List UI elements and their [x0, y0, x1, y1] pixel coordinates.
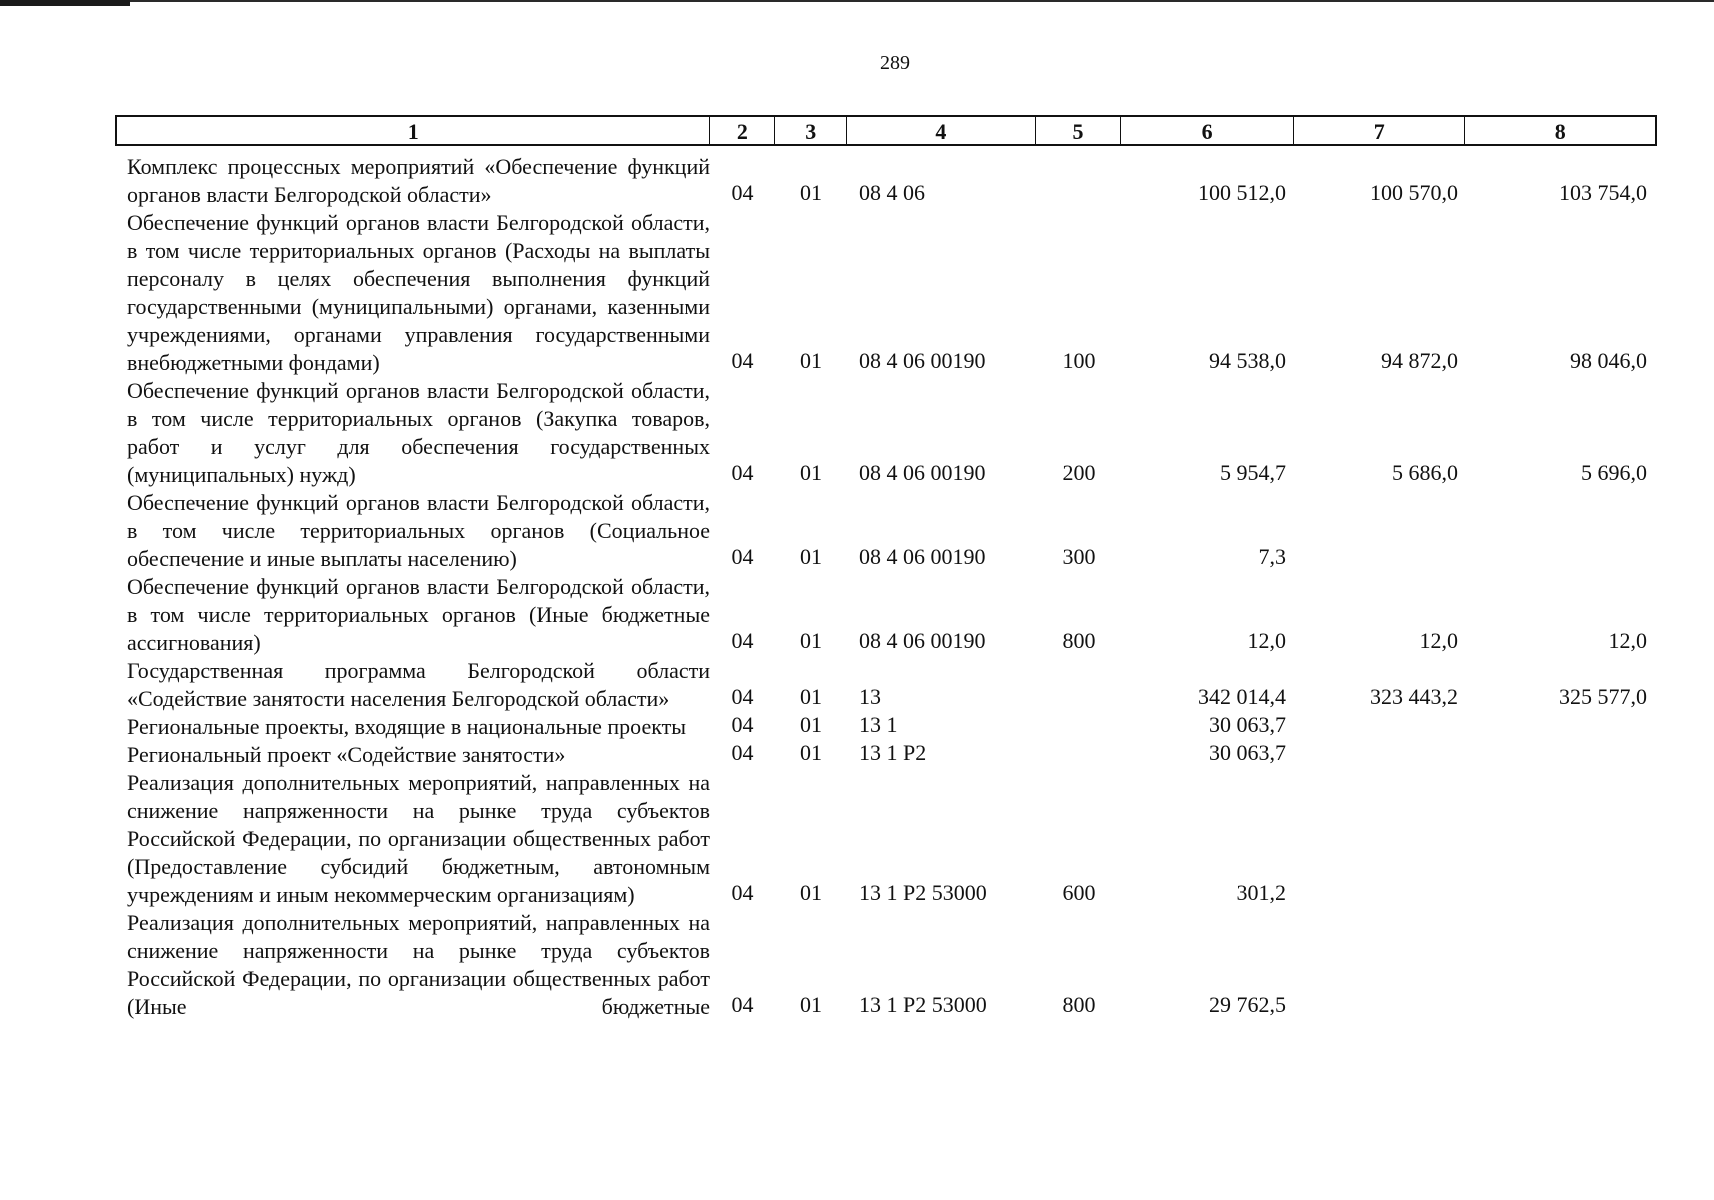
row-col-2: 04	[731, 684, 754, 709]
table-row	[115, 657, 1657, 713]
row-col-6: 100 512,0	[1198, 180, 1286, 205]
row-col-2: 04	[731, 712, 754, 737]
row-col-4: 08 4 06 00190	[859, 628, 986, 653]
page-number: 289	[880, 52, 910, 74]
row-col-5: 600	[1062, 880, 1096, 905]
header-col-1: 1	[117, 117, 710, 144]
row-col-3: 01	[800, 460, 822, 485]
row-col-8: 12,0	[1608, 628, 1647, 653]
row-col-7: 94 872,0	[1381, 348, 1458, 373]
row-name: Государственная программа Белгородской области «Содействие занятости населения Белгородской области»	[127, 658, 710, 711]
row-name: Обеспечение функций органов власти Белгородской области, в том числе территориальных органов (Иные бюджетные ассигнования)	[127, 574, 710, 655]
row-name: Региональные проекты, входящие в национальные проекты	[127, 714, 687, 739]
header-col-7: 7	[1294, 117, 1466, 144]
row-col-6: 30 063,7	[1209, 740, 1286, 765]
table-row	[115, 573, 1657, 657]
row-col-5: 200	[1062, 460, 1096, 485]
row-col-8: 98 046,0	[1570, 348, 1647, 373]
row-col-7: 12,0	[1419, 628, 1458, 653]
row-col-6: 30 063,7	[1209, 712, 1286, 737]
row-col-4: 13 1 P2	[859, 740, 927, 765]
row-col-3: 01	[800, 880, 822, 905]
row-col-7: 100 570,0	[1370, 180, 1458, 205]
scan-top-edge	[0, 0, 1714, 2]
table-row	[115, 713, 1657, 741]
row-col-3: 01	[800, 992, 822, 1017]
row-col-4: 08 4 06 00190	[859, 348, 986, 373]
row-col-8: 325 577,0	[1559, 684, 1647, 709]
header-col-4: 4	[847, 117, 1036, 144]
row-col-5: 300	[1062, 544, 1096, 569]
row-col-3: 01	[800, 628, 822, 653]
row-name: Реализация дополнительных мероприятий, направленных на снижение напряженности на рынке труда субъектов Российской Федерации, по организации общественных работ (Предоставление субсидий бюджетным, автономным учреждениям и иным некоммерческим организациям)	[127, 770, 710, 907]
row-col-6: 7,3	[1258, 544, 1286, 569]
row-col-8: 103 754,0	[1559, 180, 1647, 205]
header-col-3: 3	[775, 117, 847, 144]
table-row	[115, 741, 1657, 769]
row-col-5: 800	[1062, 992, 1096, 1017]
row-col-2: 04	[731, 992, 754, 1017]
table-row	[115, 209, 1657, 377]
row-col-7: 323 443,2	[1370, 684, 1458, 709]
table-row	[115, 489, 1657, 573]
row-col-2: 04	[731, 460, 754, 485]
row-name: Обеспечение функций органов власти Белгородской области, в том числе территориальных органов (Расходы на выплаты персоналу в целях обеспечения выполнения функций государственными (муниципальными) органами, казенными учреждениями, органами управления государственными внебюджетными фондами)	[127, 210, 710, 375]
row-col-7: 5 686,0	[1392, 460, 1458, 485]
row-col-4: 08 4 06 00190	[859, 544, 986, 569]
row-col-6: 5 954,7	[1220, 460, 1286, 485]
row-name: Обеспечение функций органов власти Белгородской области, в том числе территориальных органов (Социальное обеспечение и иные выплаты населению)	[127, 490, 710, 571]
row-name: Реализация дополнительных мероприятий, направленных на снижение напряженности на рынке труда субъектов Российской Федерации, по организации общественных работ (Иные бюджетные	[127, 910, 710, 1019]
row-col-6: 342 014,4	[1198, 684, 1286, 709]
row-col-4: 13	[859, 684, 881, 709]
row-name: Комплекс процессных мероприятий «Обеспечение функций органов власти Белгородской области»	[127, 154, 710, 207]
row-name: Обеспечение функций органов власти Белгородской области, в том числе территориальных органов (Закупка товаров, работ и услуг для обеспечения государственных (муниципальных) нужд)	[127, 378, 710, 487]
header-col-8: 8	[1554, 119, 1566, 144]
row-col-2: 04	[731, 740, 754, 765]
row-col-4: 13 1 P2 53000	[859, 992, 987, 1017]
row-col-3: 01	[800, 740, 822, 765]
row-name: Региональный проект «Содействие занятости»	[127, 742, 566, 767]
header-col-2: 2	[710, 117, 775, 144]
row-col-2: 04	[731, 880, 754, 905]
table-row	[115, 909, 1657, 1021]
table-row	[115, 769, 1657, 909]
header-col-6: 6	[1121, 117, 1294, 144]
row-col-4: 13 1	[859, 712, 898, 737]
row-col-2: 04	[731, 628, 754, 653]
row-col-3: 01	[800, 544, 822, 569]
row-col-6: 94 538,0	[1209, 348, 1286, 373]
row-col-3: 01	[800, 180, 822, 205]
table-header	[115, 115, 1657, 146]
row-col-3: 01	[800, 684, 822, 709]
row-col-4: 13 1 P2 53000	[859, 880, 987, 905]
header-col-5: 5	[1036, 117, 1122, 144]
row-col-6: 29 762,5	[1209, 992, 1286, 1017]
row-col-2: 04	[731, 544, 754, 569]
row-col-5: 800	[1062, 628, 1096, 653]
row-col-4: 08 4 06	[859, 180, 925, 205]
row-col-3: 01	[800, 712, 822, 737]
table-body	[115, 153, 1657, 1021]
row-col-4: 08 4 06 00190	[859, 460, 986, 485]
row-col-6: 12,0	[1247, 628, 1286, 653]
scan-corner-mark	[0, 0, 130, 6]
row-col-2: 04	[731, 180, 754, 205]
row-col-3: 01	[800, 348, 822, 373]
row-col-8: 5 696,0	[1581, 460, 1647, 485]
row-col-2: 04	[731, 348, 754, 373]
row-col-5: 100	[1062, 348, 1096, 373]
row-col-6: 301,2	[1236, 880, 1286, 905]
table-row	[115, 377, 1657, 489]
table-row	[115, 153, 1657, 209]
